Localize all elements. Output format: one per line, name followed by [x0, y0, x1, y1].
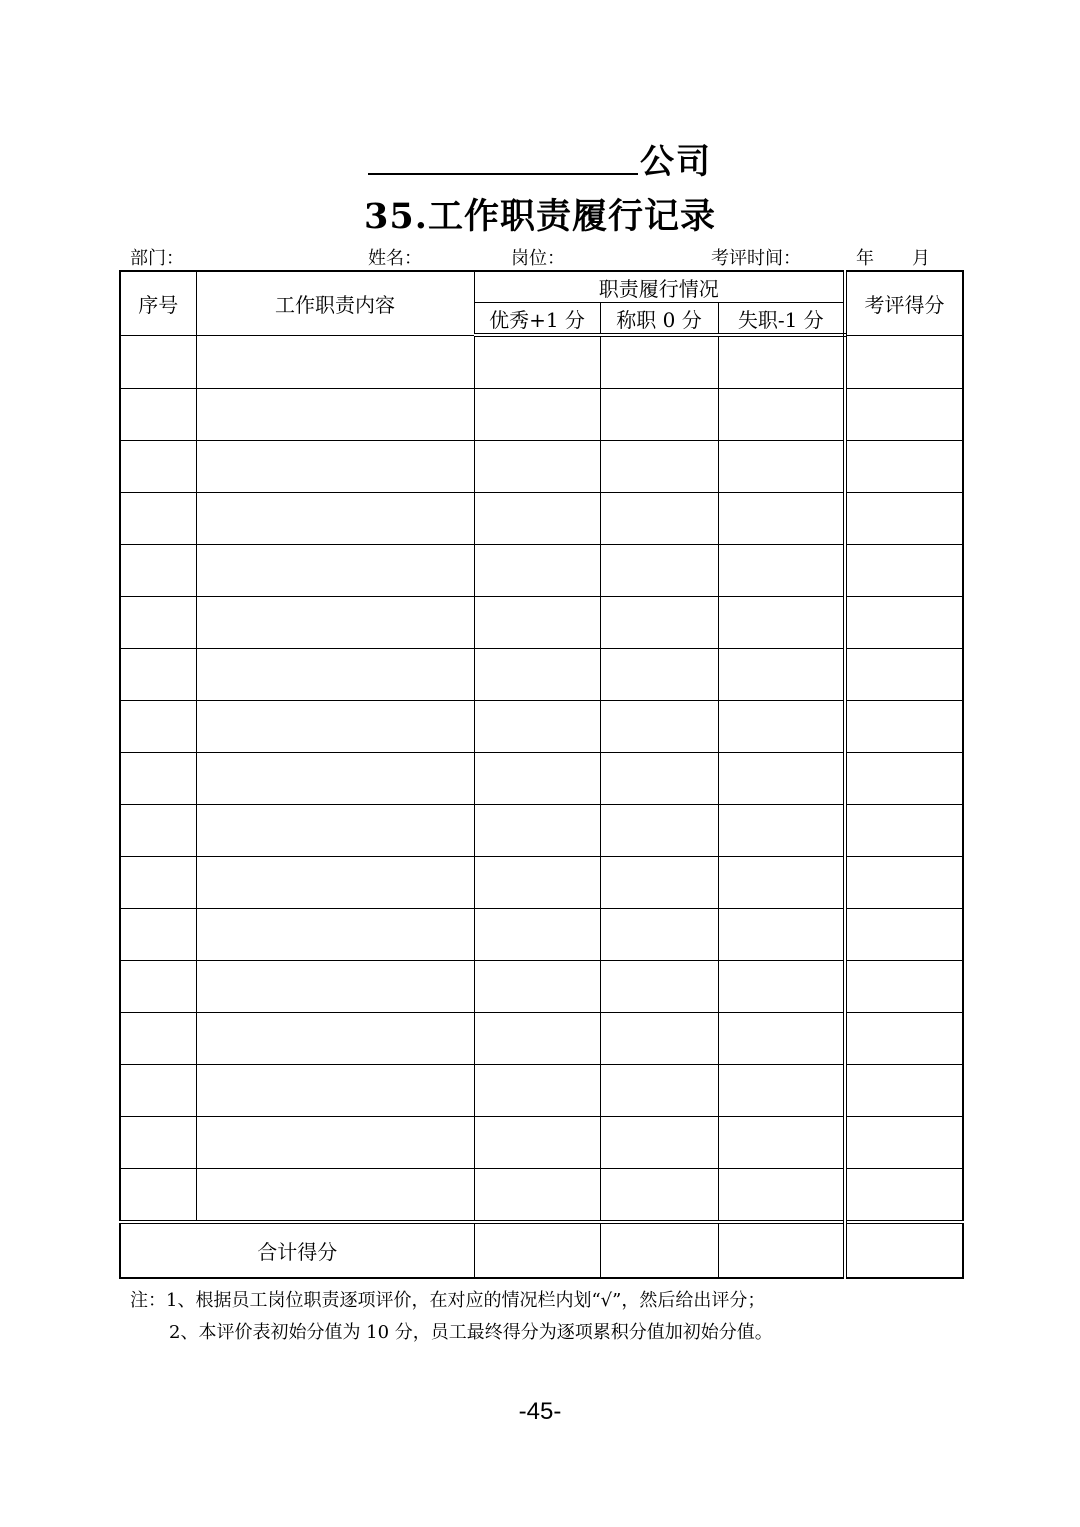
score-cell[interactable]: [845, 493, 963, 545]
failed-cell[interactable]: [718, 909, 845, 961]
failed-cell[interactable]: [718, 1013, 845, 1065]
company-name-blank[interactable]: [368, 133, 638, 175]
failed-cell[interactable]: [718, 335, 845, 389]
excellent-cell[interactable]: [474, 597, 600, 649]
competent-cell[interactable]: [600, 909, 718, 961]
seq-cell[interactable]: [120, 753, 196, 805]
total-excellent-cell[interactable]: [474, 1222, 600, 1278]
score-cell[interactable]: [845, 597, 963, 649]
score-cell[interactable]: [845, 545, 963, 597]
failed-cell[interactable]: [718, 961, 845, 1013]
excellent-cell[interactable]: [474, 493, 600, 545]
table-row: [120, 1117, 963, 1169]
document-title: 35.工作职责履行记录: [364, 196, 716, 237]
score-cell[interactable]: [845, 1169, 963, 1223]
seq-cell[interactable]: [120, 597, 196, 649]
table-row: [120, 909, 963, 961]
table-row: [120, 493, 963, 545]
month-label: 月: [912, 248, 930, 269]
duty-content-cell[interactable]: [196, 701, 474, 753]
seq-cell[interactable]: [120, 805, 196, 857]
total-label: 合计得分: [120, 1222, 474, 1278]
table-row: [120, 389, 963, 441]
competent-cell[interactable]: [600, 389, 718, 441]
competent-cell[interactable]: [600, 597, 718, 649]
failed-cell[interactable]: [718, 701, 845, 753]
excellent-cell[interactable]: [474, 961, 600, 1013]
competent-cell[interactable]: [600, 1169, 718, 1223]
competent-cell[interactable]: [600, 545, 718, 597]
failed-cell[interactable]: [718, 597, 845, 649]
table-row: [120, 335, 963, 389]
competent-cell[interactable]: [600, 805, 718, 857]
duty-content-cell[interactable]: [196, 649, 474, 701]
duty-content-cell[interactable]: [196, 389, 474, 441]
note-line-2: 2、本评价表初始分值为 10 分，员工最终得分为逐项累积分值加初始分值。: [169, 1322, 773, 1343]
excellent-cell[interactable]: [474, 649, 600, 701]
excellent-cell[interactable]: [474, 389, 600, 441]
table-row: [120, 1065, 963, 1117]
score-cell[interactable]: [845, 1065, 963, 1117]
score-cell[interactable]: [845, 909, 963, 961]
position-label: 岗位：: [511, 248, 565, 269]
duty-content-cell[interactable]: [196, 1169, 474, 1223]
failed-cell[interactable]: [718, 545, 845, 597]
table-row: [120, 1169, 963, 1223]
competent-cell[interactable]: [600, 857, 718, 909]
seq-cell[interactable]: [120, 857, 196, 909]
seq-cell[interactable]: [120, 545, 196, 597]
failed-cell[interactable]: [718, 389, 845, 441]
seq-cell[interactable]: [120, 649, 196, 701]
header-competent: 称职 0 分: [600, 303, 718, 336]
total-row: [120, 1222, 963, 1278]
duty-content-cell[interactable]: [196, 335, 474, 389]
seq-cell[interactable]: [120, 1065, 196, 1117]
year-label: 年: [856, 248, 874, 269]
excellent-cell[interactable]: [474, 857, 600, 909]
competent-cell[interactable]: [600, 441, 718, 493]
table-row: [120, 1013, 963, 1065]
competent-cell[interactable]: [600, 1065, 718, 1117]
duty-content-cell[interactable]: [196, 857, 474, 909]
failed-cell[interactable]: [718, 441, 845, 493]
excellent-cell[interactable]: [474, 805, 600, 857]
score-cell[interactable]: [845, 335, 963, 389]
header-excellent: 优秀+1 分: [474, 303, 600, 336]
duty-content-cell[interactable]: [196, 909, 474, 961]
score-cell[interactable]: [845, 389, 963, 441]
header-failed: 失职-1 分: [718, 303, 845, 336]
failed-cell[interactable]: [718, 1169, 845, 1223]
competent-cell[interactable]: [600, 961, 718, 1013]
company-suffix: 公司: [640, 142, 712, 182]
score-cell[interactable]: [845, 753, 963, 805]
score-cell[interactable]: [845, 961, 963, 1013]
competent-cell[interactable]: [600, 649, 718, 701]
score-cell[interactable]: [845, 1117, 963, 1169]
competent-cell[interactable]: [600, 753, 718, 805]
duty-content-cell[interactable]: [196, 493, 474, 545]
review-time-label: 考评时间：: [711, 248, 801, 269]
score-cell[interactable]: [845, 649, 963, 701]
competent-cell[interactable]: [600, 1117, 718, 1169]
department-label: 部门：: [130, 248, 184, 269]
excellent-cell[interactable]: [474, 1169, 600, 1223]
seq-cell[interactable]: [120, 1013, 196, 1065]
duty-content-cell[interactable]: [196, 753, 474, 805]
table-row: [120, 701, 963, 753]
total-competent-cell[interactable]: [600, 1222, 718, 1278]
table-row: [120, 961, 963, 1013]
excellent-cell[interactable]: [474, 1117, 600, 1169]
excellent-cell[interactable]: [474, 545, 600, 597]
score-cell[interactable]: [845, 701, 963, 753]
duty-content-cell[interactable]: [196, 597, 474, 649]
failed-cell[interactable]: [718, 493, 845, 545]
table-row: [120, 857, 963, 909]
duty-record-table: [119, 270, 964, 1279]
duty-content-cell[interactable]: [196, 1065, 474, 1117]
failed-cell[interactable]: [718, 857, 845, 909]
failed-cell[interactable]: [718, 805, 845, 857]
table-row: [120, 753, 963, 805]
total-score-cell[interactable]: [845, 1222, 963, 1278]
seq-cell[interactable]: [120, 961, 196, 1013]
failed-cell[interactable]: [718, 1065, 845, 1117]
competent-cell[interactable]: [600, 701, 718, 753]
seq-cell[interactable]: [120, 389, 196, 441]
seq-cell[interactable]: [120, 335, 196, 389]
competent-cell[interactable]: [600, 335, 718, 389]
header-performance-group: 职责履行情况: [474, 271, 845, 303]
duty-content-cell[interactable]: [196, 441, 474, 493]
excellent-cell[interactable]: [474, 441, 600, 493]
seq-cell[interactable]: [120, 909, 196, 961]
total-failed-cell[interactable]: [718, 1222, 845, 1278]
name-label: 姓名：: [368, 248, 422, 269]
header-score: 考评得分: [845, 271, 963, 335]
seq-cell[interactable]: [120, 701, 196, 753]
excellent-cell[interactable]: [474, 909, 600, 961]
excellent-cell[interactable]: [474, 753, 600, 805]
page-number: -45-: [518, 1398, 562, 1425]
note-line-1: 注：1、根据员工岗位职责逐项评价，在对应的情况栏内划“√”，然后给出评分；: [130, 1290, 766, 1311]
score-cell[interactable]: [845, 441, 963, 493]
excellent-cell[interactable]: [474, 1065, 600, 1117]
failed-cell[interactable]: [718, 753, 845, 805]
table-row: [120, 545, 963, 597]
table-row: [120, 597, 963, 649]
duty-content-cell[interactable]: [196, 545, 474, 597]
score-cell[interactable]: [845, 1013, 963, 1065]
failed-cell[interactable]: [718, 649, 845, 701]
seq-cell[interactable]: [120, 1117, 196, 1169]
excellent-cell[interactable]: [474, 701, 600, 753]
table-row: [120, 805, 963, 857]
excellent-cell[interactable]: [474, 335, 600, 389]
header-seq: 序号: [120, 271, 196, 335]
duty-content-cell[interactable]: [196, 805, 474, 857]
table-row: [120, 649, 963, 701]
failed-cell[interactable]: [718, 1117, 845, 1169]
score-cell[interactable]: [845, 857, 963, 909]
competent-cell[interactable]: [600, 493, 718, 545]
table-row: [120, 441, 963, 493]
seq-cell[interactable]: [120, 441, 196, 493]
duty-content-cell[interactable]: [196, 961, 474, 1013]
duty-content-cell[interactable]: [196, 1117, 474, 1169]
competent-cell[interactable]: [600, 1013, 718, 1065]
duty-content-cell[interactable]: [196, 1013, 474, 1065]
header-duty-content: 工作职责内容: [196, 271, 474, 335]
score-cell[interactable]: [845, 805, 963, 857]
table-body: [120, 335, 963, 1278]
seq-cell[interactable]: [120, 1169, 196, 1223]
excellent-cell[interactable]: [474, 1013, 600, 1065]
seq-cell[interactable]: [120, 493, 196, 545]
